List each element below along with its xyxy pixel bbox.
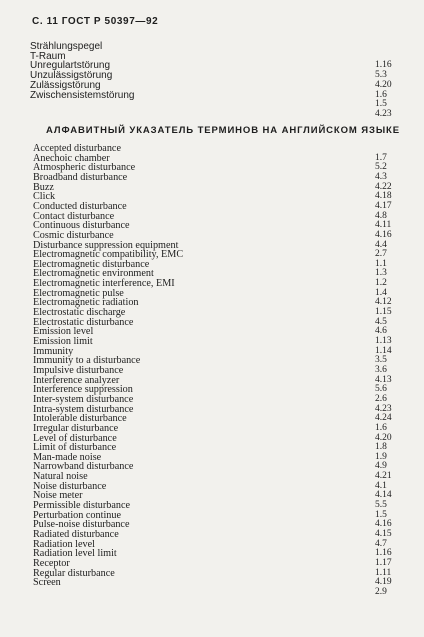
term-code: 2.9 — [375, 586, 387, 597]
section-title: АЛФАВИТНЫЙ УКАЗАТЕЛЬ ТЕРМИНОВ НА АНГЛИЙСКОМ ЯЗЫКЕ — [46, 125, 400, 136]
term-code: 1.16 — [375, 60, 392, 71]
term-code: 4.23 — [375, 403, 392, 414]
term-text: Noise meter — [33, 490, 83, 502]
term-code: 4.16 — [375, 519, 392, 530]
term-text: Intra-system disturbance — [33, 403, 134, 415]
term-code: 2.6 — [375, 393, 387, 404]
term-text: Immunity — [33, 345, 74, 357]
term-code: 5.6 — [375, 384, 387, 395]
term-text: Irregular disturbance — [33, 422, 119, 434]
term-row — [0, 587, 424, 598]
term-text: Impulsive disturbance — [33, 364, 124, 376]
term-code: 2.7 — [375, 249, 387, 260]
term-text: Conducted disturbance — [33, 200, 127, 212]
term-text: Accepted disturbance — [33, 143, 121, 154]
term-text: T-Raum — [30, 50, 66, 62]
term-code: 4.8 — [375, 210, 387, 221]
term-code: 4.7 — [375, 538, 387, 549]
term-row — [0, 109, 424, 120]
term-text: Limit of disturbance — [33, 442, 117, 454]
term-code: 1.11 — [375, 567, 392, 578]
term-code: 1.6 — [375, 89, 387, 100]
term-text: Click — [33, 191, 56, 203]
term-text: Intolerable disturbance — [33, 413, 127, 425]
term-text: Receptor — [33, 557, 70, 569]
term-code: 4.18 — [375, 191, 392, 202]
term-text: Man-made noise — [33, 451, 102, 463]
term-text: Permissible disturbance — [33, 500, 131, 512]
term-code: 3.5 — [375, 355, 387, 366]
term-code: 1.2 — [375, 278, 387, 289]
term-text: Pulse-noise disturbance — [33, 519, 130, 531]
term-code: 4.6 — [375, 326, 387, 337]
term-code: 1.17 — [375, 557, 392, 568]
term-text: Continuous disturbance — [33, 220, 130, 232]
term-code: 4.24 — [375, 413, 392, 424]
term-text: Anechoic chamber — [33, 152, 110, 164]
term-text: Cosmic disturbance — [33, 229, 114, 241]
term-text: Radiation level limit — [33, 548, 117, 560]
term-code: 1.5 — [375, 509, 387, 520]
term-text: Atmospheric disturbance — [33, 162, 136, 174]
term-code: 4.20 — [375, 432, 392, 443]
term-text: Interference analyzer — [33, 374, 120, 386]
term-text: Electromagnetic interference, EMI — [33, 278, 175, 290]
term-code: 1.7 — [375, 152, 387, 163]
term-text: Buzz — [33, 181, 54, 193]
term-code: 4.23 — [375, 108, 392, 119]
term-code: 4.9 — [375, 461, 387, 472]
term-text: Level of disturbance — [33, 432, 117, 444]
term-code: 5.2 — [375, 162, 387, 173]
term-code: 1.6 — [375, 422, 387, 433]
term-code: 4.15 — [375, 529, 392, 539]
term-text: Electrostatic disturbance — [33, 316, 134, 328]
term-code: 1.9 — [375, 451, 387, 462]
term-code: 1.4 — [375, 287, 387, 298]
term-text: Emission level — [33, 326, 94, 338]
term-text: Interference suppression — [33, 384, 133, 396]
term-code: 1.14 — [375, 345, 392, 356]
term-code: 4.17 — [375, 200, 392, 211]
term-code: 4.22 — [375, 181, 392, 192]
term-text: Broadband disturbance — [33, 171, 128, 183]
term-code: 1.5 — [375, 99, 387, 110]
term-text: Immunity to a disturbance — [33, 355, 141, 367]
term-code: 4.14 — [375, 490, 392, 501]
term-code: 1.3 — [375, 268, 387, 279]
term-code: 4.11 — [375, 220, 392, 231]
term-text: Natural noise — [33, 471, 88, 483]
term-text: Electromagnetic compatibility, EMC — [33, 249, 184, 261]
page-header: С. 11 ГОСТ Р 50397—92 — [32, 16, 159, 27]
term-code: 5.5 — [375, 500, 387, 511]
term-code: 5.3 — [375, 70, 387, 81]
term-code: 4.3 — [375, 171, 387, 182]
term-text: Unzulässigstörung — [30, 70, 113, 82]
term-code: 4.12 — [375, 297, 392, 308]
term-code: 4.16 — [375, 229, 392, 240]
term-code: 1.1 — [375, 258, 387, 269]
term-code: 4.21 — [375, 471, 392, 482]
term-code: 1.15 — [375, 307, 392, 318]
term-text: Electromagnetic pulse — [33, 287, 124, 299]
term-code: 4.13 — [375, 374, 392, 385]
term-text: Electromagnetic radiation — [33, 297, 139, 309]
term-code: 4.5 — [375, 316, 387, 327]
term-code: 4.19 — [375, 577, 392, 588]
term-code: 4.20 — [375, 79, 392, 90]
term-text: Electromagnetic disturbance — [33, 258, 150, 270]
term-text: Zwischensistemstörung — [30, 89, 135, 101]
term-text: Radiated disturbance — [33, 529, 119, 540]
term-code: 1.16 — [375, 548, 392, 559]
term-text: Screen — [33, 577, 61, 589]
term-text: Noise disturbance — [33, 480, 107, 492]
term-text: Emission limit — [33, 336, 93, 347]
term-text: Perturbation continue — [33, 509, 121, 521]
term-text: Electrostatic discharge — [33, 307, 126, 319]
term-text: Unregulartstörung — [30, 60, 111, 72]
term-text: Electromagnetic environment — [33, 268, 154, 280]
term-text: Regular disturbance — [33, 567, 115, 579]
term-text: Disturbance suppression equipment — [33, 239, 179, 251]
term-text: Zulässigstörung — [30, 79, 101, 91]
term-text: Inter-system disturbance — [33, 393, 134, 405]
term-text: Strählungspegel — [30, 41, 103, 52]
term-code: 4.4 — [375, 239, 387, 250]
term-text: Contact disturbance — [33, 210, 115, 222]
term-text: Radiation level — [33, 538, 95, 550]
term-code: 1.8 — [375, 442, 387, 453]
term-text: Narrowband disturbance — [33, 461, 134, 473]
term-code: 1.13 — [375, 336, 392, 346]
term-code: 3.6 — [375, 364, 387, 375]
term-code: 4.1 — [375, 480, 387, 491]
